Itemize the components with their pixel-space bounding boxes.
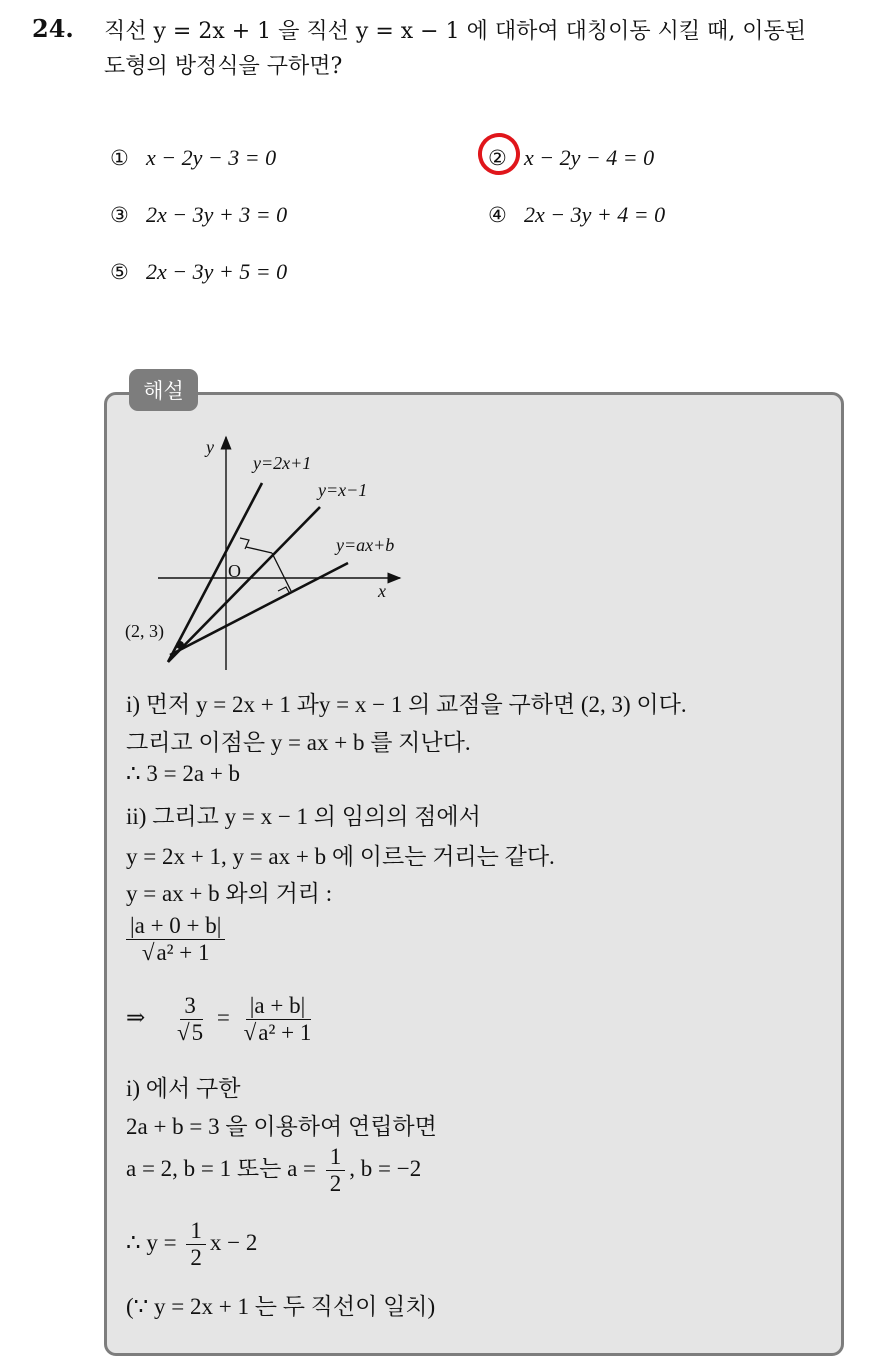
line-y-x-minus-1	[168, 507, 320, 662]
intersection-point	[176, 641, 184, 649]
fraction-3-denominator: a² + 1	[258, 1020, 312, 1046]
choice-4-mark: ④	[488, 203, 507, 227]
choice-2-mark: ②	[488, 146, 507, 170]
fraction-3-numerator: |a + b|	[246, 993, 309, 1020]
fraction-4-denominator: 2	[329, 1171, 342, 1197]
distance-fraction-1: $\frac{|a + 0 + b|}{\text{√a² + 1}}$	[126, 913, 826, 967]
fraction-1-denominator: a² + 1	[156, 940, 210, 966]
line2-label: y=x−1	[318, 480, 368, 500]
choice-1-text: x − 2y − 3 = 0	[146, 145, 277, 170]
fraction-2-denominator: 5	[191, 1020, 204, 1046]
solution-line-10-b: , b = −2	[349, 1156, 422, 1182]
x-axis-label: x	[378, 581, 386, 601]
solution-line-3: ∴ 3 = 2a + b	[126, 761, 241, 786]
choice-4-text: 2x − 3y + 4 = 0	[524, 202, 666, 227]
solution-line-11-b: x − 2	[209, 1230, 258, 1256]
question-line-2: 도형의 방정식을 구하면?	[104, 54, 343, 79]
solution-line-4: ii) 그리고 y = x − 1 의 임의의 점에서	[126, 804, 481, 829]
fraction-5-denominator: 2	[190, 1245, 202, 1271]
choice-3[interactable]	[110, 200, 287, 230]
line3-label: y=ax+b	[336, 535, 395, 555]
choice-1[interactable]	[110, 143, 276, 173]
origin-label: O	[228, 561, 241, 581]
choice-4[interactable]	[488, 200, 665, 230]
solution-line-5: y = 2x + 1, y = ax + b 에 이르는 거리는 같다.	[126, 844, 555, 869]
choice-5-text: 2x − 3y + 5 = 0	[146, 259, 288, 284]
fraction-1-numerator: |a + 0 + b|	[126, 913, 225, 940]
perpendicular-2	[272, 553, 291, 591]
solution-line-12: (∵ y = 2x + 1 는 두 직선이 일치)	[126, 1294, 436, 1319]
choice-3-text: 2x − 3y + 3 = 0	[146, 202, 288, 227]
solution-line-9: 2a + b = 3 을 이용하여 연립하면	[126, 1114, 437, 1139]
solution-line-11-a: ∴ y =	[126, 1230, 177, 1256]
fraction-2-numerator: 3	[180, 993, 200, 1020]
question-number: 24.	[32, 14, 74, 43]
choice-2-text: x − 2y − 4 = 0	[524, 145, 655, 170]
line1-label: y=2x+1	[253, 453, 312, 473]
distance-equation: ⇒ $\frac{3}{√5}$ = $\frac{|a + b|}{\text{√a² + 1}}$	[126, 993, 312, 1046]
point-label: (2, 3)	[125, 621, 164, 641]
y-axis-label: y	[206, 437, 214, 457]
solution-line-6: y = ax + b 와의 거리 :	[126, 881, 333, 906]
solution-graph	[110, 425, 440, 680]
equals-sign: =	[216, 1005, 230, 1031]
fraction-5-numerator: 1	[186, 1218, 206, 1245]
choice-1-mark: ①	[110, 146, 129, 170]
solution-line-11	[126, 1218, 826, 1272]
solution-line-8: i) 에서 구한	[126, 1076, 241, 1101]
choice-5[interactable]	[110, 257, 287, 287]
line-y-2x-plus-1	[168, 483, 262, 662]
choice-5-mark: ⑤	[110, 260, 129, 284]
question-text	[104, 14, 864, 84]
solution-line-10	[126, 1144, 826, 1198]
implies-arrow: ⇒	[126, 1005, 146, 1031]
solution-line-2: 그리고 이점은 y = ax + b 를 지난다.	[126, 730, 471, 755]
solution-tab: 해설	[129, 369, 198, 411]
solution-line-1: i) 먼저 y = 2x + 1 과y = x − 1 의 교점을 구하면 (2, 3) 이다.	[126, 692, 687, 717]
fraction-4-numerator: 1	[326, 1144, 346, 1171]
perpendicular-1	[246, 547, 272, 553]
choice-3-mark: ③	[110, 203, 129, 227]
question-line-1: 직선 y = 2x + 1 을 직선 y = x − 1 에 대하여 대칭이동 시킬 때, 이동된	[104, 19, 807, 44]
solution-line-10-a: a = 2, b = 1 또는 a =	[126, 1156, 317, 1182]
